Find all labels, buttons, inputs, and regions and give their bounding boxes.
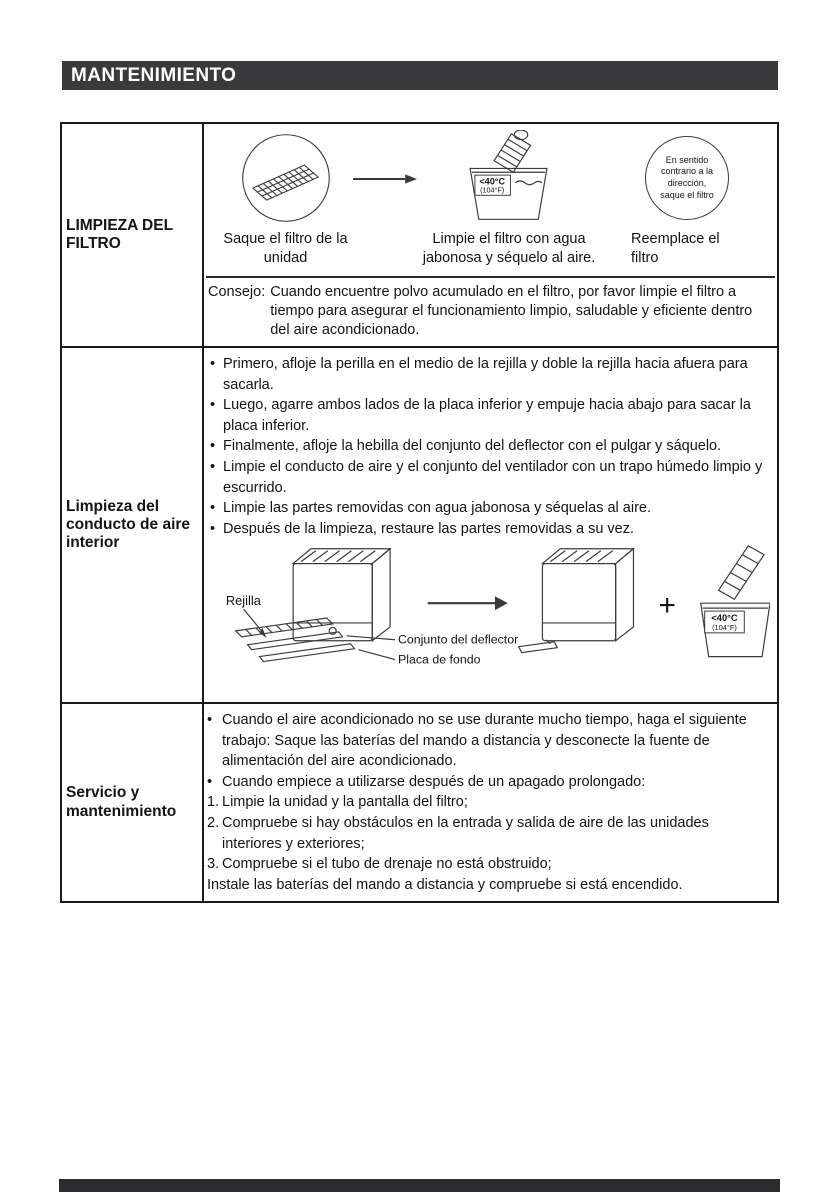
table-row-service — [62, 704, 777, 901]
duct-bullet-item — [210, 519, 769, 540]
service-item — [207, 710, 769, 772]
duct-bullet-item — [210, 354, 769, 395]
service-item-text: Compruebe si hay obstáculos en la entrada y salida de aire de las unidades interiores y exteriores; — [222, 814, 709, 852]
replace-note-text: En sentido contrario a la dirección, saque el filtro — [660, 154, 714, 200]
bullet-text: Limpie el conducto de aire y el conjunto del ventilador con un trapo húmedo limpio y escurrido. — [223, 458, 763, 496]
tip-text: Cuando encuentre polvo acumulado en el filtro, por favor limpie el filtro a tiempo para asegurar el funcionamiento limpio, saludable y eficiente dentro del aire acondicionado. — [270, 283, 753, 338]
table-row-filter-cleaning — [62, 124, 777, 348]
service-item-marker: • — [207, 773, 213, 790]
diagram-temp-label: <40°C — [711, 612, 738, 624]
service-item-marker: 1. — [207, 794, 220, 811]
filter-row-label: LIMPIEZA DEL FILTRO — [66, 216, 173, 253]
duct-bullet-item — [210, 436, 769, 457]
service-item — [207, 854, 769, 875]
diagram-label-deflector: Conjunto del deflector — [397, 633, 519, 648]
wash-bucket-illustration-icon — [463, 130, 555, 226]
bullet-marker: • — [210, 438, 216, 455]
filter-row-label-cell — [62, 124, 204, 346]
table-row-duct-cleaning — [62, 348, 777, 704]
service-row-label: Servicio y mantenimiento — [66, 784, 177, 820]
bullet-text: Primero, afloje la perilla en el medio de la rejilla y doble la rejilla hacia afuera para sacarla. — [223, 356, 748, 393]
service-item — [207, 772, 769, 793]
wash-temp-fahrenheit-label: (104°F) — [480, 185, 505, 195]
bullet-marker: • — [210, 520, 216, 537]
bullet-marker: • — [210, 397, 216, 414]
step-caption-1: Saque el filtro de la unidad — [223, 231, 348, 266]
duct-row-content — [204, 348, 777, 702]
section-header — [62, 61, 778, 90]
service-item-text: Instale las baterías del mando a distancia y compruebe si está encendido. — [207, 876, 683, 893]
diagram-plus-sign: + — [658, 589, 676, 623]
bullet-marker: • — [210, 356, 216, 373]
tip-note — [206, 276, 775, 346]
duct-diagram-illustration-icon — [210, 543, 770, 695]
step-remove-filter — [218, 130, 353, 268]
service-item-text: Compruebe si el tubo de drenaje no está obstruido; — [222, 856, 552, 873]
service-row-label-cell — [62, 704, 204, 901]
bullet-marker: • — [210, 458, 216, 475]
replace-note-circle-icon — [645, 136, 729, 220]
service-item-text: Cuando empiece a utilizarse después de un apagado prolongado: — [222, 773, 646, 790]
page-footer-bar — [59, 1179, 780, 1192]
service-item-text: Limpie la unidad y la pantalla del filtro; — [222, 794, 468, 811]
wash-temp-label: <40°C — [479, 176, 506, 187]
bullet-text: Después de la limpieza, restaure las partes removidas a su vez. — [223, 520, 635, 537]
duct-row-label-cell — [62, 348, 204, 702]
tip-label: Consejo: — [208, 283, 266, 300]
service-item — [207, 875, 769, 896]
bullet-text: Finalmente, afloje la hebilla del conjunto del deflector con el pulgar y sáquelo. — [223, 438, 722, 455]
diagram-label-placa: Placa de fondo — [397, 652, 481, 667]
arrow-right-icon — [353, 172, 417, 186]
duct-bullet-item — [210, 395, 769, 436]
service-row-content — [204, 704, 777, 901]
bullet-text: Luego, agarre ambos lados de la placa inferior y empuje hacia abajo para sacar la placa inferior. — [223, 397, 751, 434]
step-caption-3: Reemplace el filtro — [631, 231, 720, 266]
service-item-marker: 2. — [207, 814, 220, 831]
step-wash-filter — [419, 130, 599, 268]
step-caption-2: Limpie el filtro con agua jabonosa y séquelo al aire. — [422, 231, 596, 266]
step-replace-filter — [617, 130, 757, 268]
duct-bullet-item — [210, 498, 769, 519]
section-title: MANTENIMIENTO — [71, 65, 237, 86]
service-item — [207, 813, 769, 854]
bullet-marker: • — [210, 500, 216, 517]
service-item-text: Cuando el aire acondicionado no se use durante mucho tiempo, haga el siguiente trabajo: Saque las baterías del mando a distancia y desconecte la fuente de alimentación del aire acondicionado. — [222, 712, 747, 770]
duct-row-label: Limpieza del conducto de aire interior — [66, 497, 191, 552]
duct-bullet-item — [210, 457, 769, 498]
filter-mesh-illustration-icon — [240, 132, 332, 224]
duct-disassembly-diagram — [210, 543, 769, 695]
service-item — [207, 792, 769, 813]
diagram-temp-fahrenheit-label: (104°F) — [712, 623, 737, 633]
filter-steps-figures — [204, 124, 777, 268]
bullet-text: Limpie las partes removidas con agua jabonosa y séquelas al aire. — [223, 500, 651, 517]
service-item-marker: • — [207, 712, 213, 729]
maintenance-table — [60, 122, 779, 903]
service-item-marker: 3. — [207, 856, 220, 873]
diagram-label-rejilla: Rejilla — [225, 593, 261, 609]
filter-row-content — [204, 124, 777, 346]
